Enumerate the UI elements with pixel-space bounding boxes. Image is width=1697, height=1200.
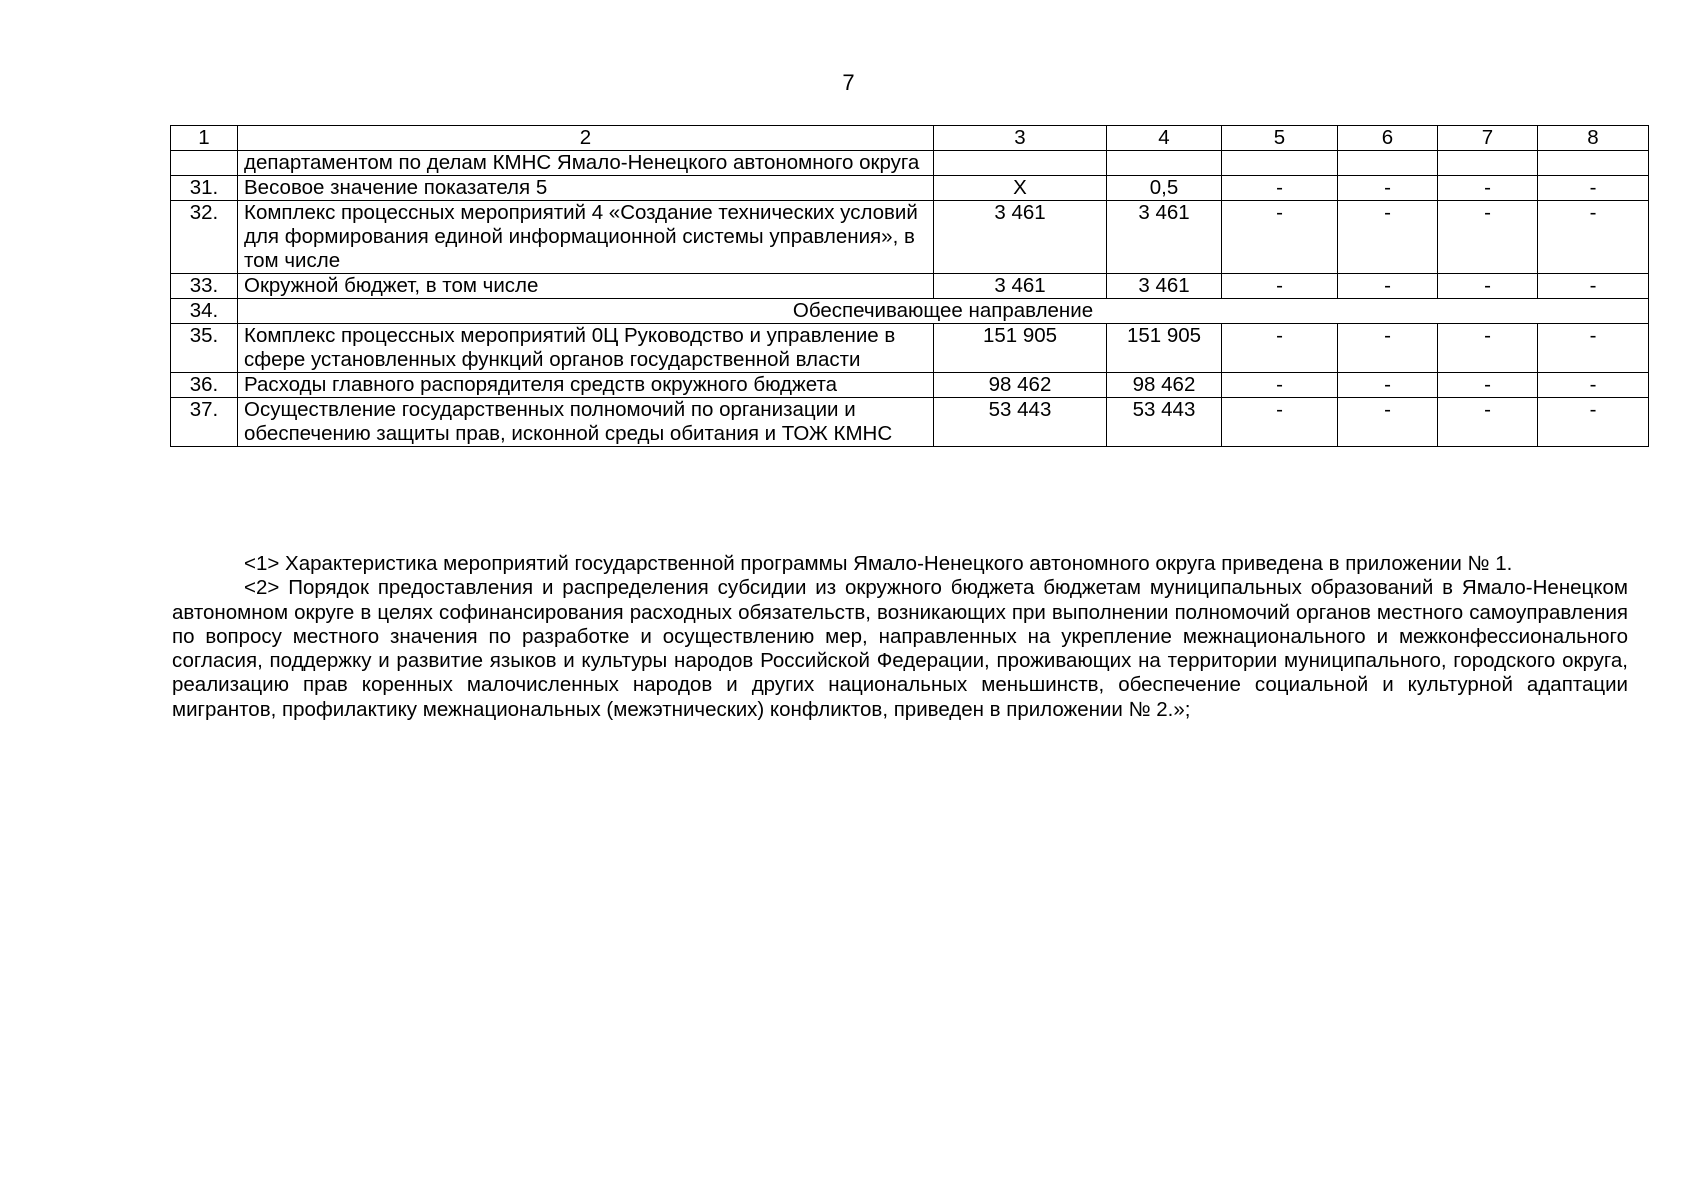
cell-col5: - <box>1222 176 1338 201</box>
cell-col6: - <box>1338 201 1438 274</box>
row-name: Осуществление государственных полномочий по организации и обеспечению защиты прав, исконной среды обитания и ТОЖ КМНС <box>238 398 934 447</box>
cell-col3 <box>934 151 1107 176</box>
footnotes <box>172 552 1628 722</box>
cell-col6: - <box>1338 398 1438 447</box>
cell-col6: - <box>1338 176 1438 201</box>
row-number: 32. <box>171 201 238 274</box>
cell-col4: 3 461 <box>1107 274 1222 299</box>
row-name: Весовое значение показателя 5 <box>238 176 934 201</box>
row-number: 34. <box>171 299 238 324</box>
cell-col7 <box>1438 151 1538 176</box>
cell-col4: 53 443 <box>1107 398 1222 447</box>
cell-col8: - <box>1538 176 1649 201</box>
column-header: 6 <box>1338 126 1438 151</box>
row-number: 35. <box>171 324 238 373</box>
cell-col6: - <box>1338 373 1438 398</box>
cell-col3: X <box>934 176 1107 201</box>
table-header-row <box>171 126 1649 151</box>
cell-col8 <box>1538 151 1649 176</box>
cell-col5 <box>1222 151 1338 176</box>
table-row <box>171 201 1649 274</box>
footnote-2: <2> Порядок предоставления и распределения субсидии из окружного бюджета бюджетам муниципальных образований в Ямало-Ненецком автономном округе в целях софинансирования расходных обязательств, возникающих при выполнении полномочий органов местного самоуправления по вопросу местного значения по разработке и осуществлению мер, направленных на укрепление межнационального и межконфессионального согласия, поддержку и развитие языков и культуры народов Российской Федерации, проживающих на территории муниципального, городского округа, реализацию прав коренных малочисленных народов и других национальных меньшинств, обеспечение социальной и культурной адаптации мигрантов, профилактику межнациональных (межэтнических) конфликтов, приведен в приложении № 2.»; <box>172 576 1628 721</box>
cell-col3: 3 461 <box>934 274 1107 299</box>
cell-col4: 98 462 <box>1107 373 1222 398</box>
cell-col8: - <box>1538 274 1649 299</box>
cell-col4: 151 905 <box>1107 324 1222 373</box>
row-name: Расходы главного распорядителя средств окружного бюджета <box>238 373 934 398</box>
cell-col8: - <box>1538 201 1649 274</box>
cell-col7: - <box>1438 398 1538 447</box>
section-title: Обеспечивающее направление <box>238 299 1649 324</box>
column-header: 2 <box>238 126 934 151</box>
cell-col6: - <box>1338 274 1438 299</box>
row-name: Комплекс процессных мероприятий 0Ц Руководство и управление в сфере установленных функций органов государственной власти <box>238 324 934 373</box>
table-section-row <box>171 299 1649 324</box>
cell-col3: 151 905 <box>934 324 1107 373</box>
column-header: 5 <box>1222 126 1338 151</box>
program-table <box>170 125 1649 447</box>
table-row <box>171 176 1649 201</box>
cell-col5: - <box>1222 398 1338 447</box>
cell-col7: - <box>1438 324 1538 373</box>
cell-col6: - <box>1338 324 1438 373</box>
row-number: 37. <box>171 398 238 447</box>
row-number: 33. <box>171 274 238 299</box>
cell-col4: 0,5 <box>1107 176 1222 201</box>
cell-col7: - <box>1438 373 1538 398</box>
footnote-1: <1> Характеристика мероприятий государственной программы Ямало-Ненецкого автономного округа приведена в приложении № 1. <box>244 552 1513 575</box>
cell-col5: - <box>1222 373 1338 398</box>
cell-col7: - <box>1438 176 1538 201</box>
cell-col8: - <box>1538 324 1649 373</box>
cell-col3: 53 443 <box>934 398 1107 447</box>
row-number <box>171 151 238 176</box>
cell-col7: - <box>1438 201 1538 274</box>
table-row <box>171 324 1649 373</box>
column-header: 4 <box>1107 126 1222 151</box>
cell-col4 <box>1107 151 1222 176</box>
column-header: 1 <box>171 126 238 151</box>
cell-col5: - <box>1222 324 1338 373</box>
table-row <box>171 274 1649 299</box>
cell-col5: - <box>1222 201 1338 274</box>
cell-col6 <box>1338 151 1438 176</box>
cell-col7: - <box>1438 274 1538 299</box>
row-name: департаментом по делам КМНС Ямало-Ненецкого автономного округа <box>238 151 934 176</box>
cell-col8: - <box>1538 398 1649 447</box>
row-name: Комплекс процессных мероприятий 4 «Создание технических условий для формирования единой информационной системы управления», в том числе <box>238 201 934 274</box>
page-number: 7 <box>842 70 855 95</box>
cell-col8: - <box>1538 373 1649 398</box>
cell-col5: - <box>1222 274 1338 299</box>
cell-col3: 3 461 <box>934 201 1107 274</box>
cell-col3: 98 462 <box>934 373 1107 398</box>
row-number: 31. <box>171 176 238 201</box>
column-header: 7 <box>1438 126 1538 151</box>
row-number: 36. <box>171 373 238 398</box>
table-row <box>171 398 1649 447</box>
column-header: 8 <box>1538 126 1649 151</box>
column-header: 3 <box>934 126 1107 151</box>
cell-col4: 3 461 <box>1107 201 1222 274</box>
table-row <box>171 151 1649 176</box>
table-row <box>171 373 1649 398</box>
row-name: Окружной бюджет, в том числе <box>238 274 934 299</box>
